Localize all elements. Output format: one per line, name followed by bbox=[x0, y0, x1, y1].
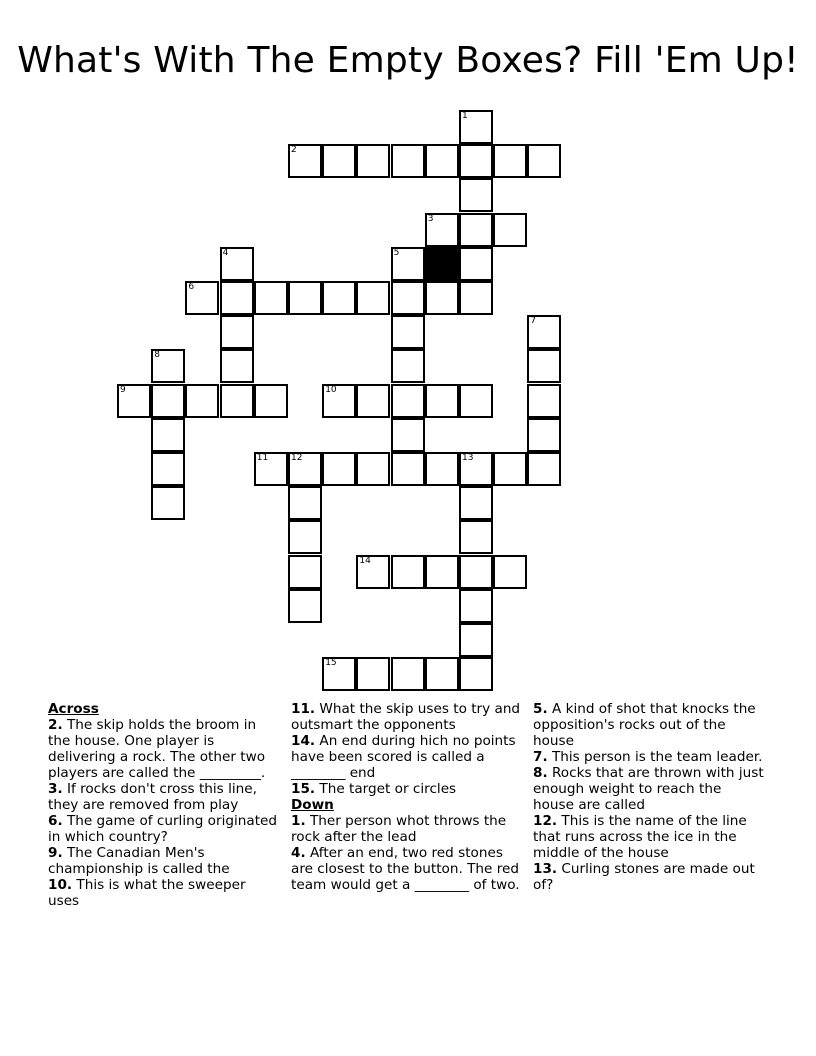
grid-cell[interactable] bbox=[459, 281, 493, 315]
grid-cell[interactable] bbox=[391, 418, 425, 452]
clue-across-10: 10. This is what the sweeper uses bbox=[48, 877, 246, 909]
clue-number: 8 bbox=[154, 350, 160, 361]
clue-down-4: 4. After an end, two red stones are closest to the button. The red team would get a ________ of two. bbox=[291, 845, 520, 893]
grid-cell[interactable] bbox=[425, 144, 459, 178]
grid-cell[interactable] bbox=[185, 384, 219, 418]
clue-number: 6 bbox=[188, 282, 195, 292]
clue-number: 11 bbox=[256, 453, 269, 463]
clues-column-1 bbox=[48, 701, 280, 909]
clue-number: 5 bbox=[393, 247, 400, 258]
grid-cell[interactable] bbox=[459, 178, 493, 212]
grid-cell[interactable] bbox=[151, 384, 185, 418]
clue-down-12: 12. This is the name of the line that runs across the ice in the middle of the house bbox=[533, 813, 747, 861]
grid-cell[interactable] bbox=[220, 349, 254, 383]
clue-number: 2 bbox=[291, 145, 297, 156]
clue-across-2: 2. The skip holds the broom in the house. One player is delivering a rock. The other two players are called the _________. bbox=[48, 717, 266, 781]
grid-cell[interactable] bbox=[493, 555, 527, 589]
clue-across-6: 6. The game of curling originated in which country? bbox=[48, 813, 278, 845]
grid-cell[interactable] bbox=[356, 384, 390, 418]
clue-across-9: 9. The Canadian Men's championship is called the bbox=[48, 845, 230, 877]
grid-cell[interactable] bbox=[185, 281, 219, 315]
grid-cell[interactable] bbox=[459, 452, 493, 486]
clue-number: 13 bbox=[462, 453, 474, 463]
clues-column-2 bbox=[291, 701, 523, 893]
down-heading: Down bbox=[291, 797, 334, 813]
grid-cell[interactable] bbox=[527, 144, 561, 178]
grid-cell[interactable] bbox=[322, 452, 356, 486]
grid-cell[interactable] bbox=[391, 281, 425, 315]
grid-cell[interactable] bbox=[288, 144, 322, 178]
clue-number: 15 bbox=[325, 658, 337, 669]
grid-cell[interactable] bbox=[288, 589, 322, 623]
grid-cell[interactable] bbox=[425, 384, 459, 418]
black-cell bbox=[425, 247, 459, 281]
clue-down-1: 1. Ther person whot throws the rock after the lead bbox=[291, 813, 507, 845]
grid-cell[interactable] bbox=[288, 555, 322, 589]
grid-cell[interactable] bbox=[254, 384, 288, 418]
grid-cell[interactable] bbox=[151, 486, 185, 520]
grid-cell[interactable] bbox=[493, 213, 527, 247]
clue-across-15: 15. The target or circles bbox=[291, 781, 457, 797]
clue-number: 7 bbox=[530, 316, 537, 327]
grid-cell[interactable] bbox=[527, 452, 561, 486]
grid-cell[interactable] bbox=[391, 349, 425, 383]
grid-cell[interactable] bbox=[459, 247, 493, 281]
grid-cell[interactable] bbox=[425, 281, 459, 315]
grid-cell[interactable] bbox=[527, 349, 561, 383]
grid-cell[interactable] bbox=[288, 281, 322, 315]
clue-number: 12 bbox=[291, 453, 303, 463]
grid-cell[interactable] bbox=[288, 486, 322, 520]
grid-cell[interactable] bbox=[459, 384, 493, 418]
clue-down-5: 5. A kind of shot that knocks the opposition's rocks out of the house bbox=[533, 701, 756, 749]
grid-cell[interactable] bbox=[459, 589, 493, 623]
clue-down-13: 13. Curling stones are made out of? bbox=[533, 861, 755, 893]
grid-cell[interactable] bbox=[459, 657, 493, 691]
grid-cell[interactable] bbox=[459, 110, 493, 144]
grid-cell[interactable] bbox=[459, 623, 493, 657]
grid-cell[interactable] bbox=[322, 657, 356, 691]
grid-cell[interactable] bbox=[527, 418, 561, 452]
grid-cell[interactable] bbox=[220, 384, 254, 418]
grid-cell[interactable] bbox=[356, 452, 390, 486]
clue-number: 10 bbox=[325, 384, 337, 395]
grid-cell[interactable] bbox=[288, 452, 322, 486]
grid-cell[interactable] bbox=[493, 144, 527, 178]
grid-cell[interactable] bbox=[459, 144, 493, 178]
clue-number: 3 bbox=[427, 213, 434, 224]
grid-cell[interactable] bbox=[356, 555, 390, 589]
grid-cell[interactable] bbox=[391, 247, 425, 281]
grid-cell[interactable] bbox=[356, 281, 390, 315]
grid-cell[interactable] bbox=[459, 520, 493, 554]
clue-down-7: 7. This person is the team leader. bbox=[533, 749, 763, 765]
clue-across-3: 3. If rocks don't cross this line, they are removed from play bbox=[48, 781, 257, 813]
grid-cell[interactable] bbox=[151, 349, 185, 383]
grid-cell[interactable] bbox=[322, 384, 356, 418]
clues-column-3 bbox=[533, 701, 765, 893]
across-heading: Across bbox=[48, 701, 99, 717]
clue-across-14: 14. An end during hich no points have been scored is called a ________ end bbox=[291, 733, 516, 781]
grid-cell[interactable] bbox=[322, 281, 356, 315]
grid-cell[interactable] bbox=[220, 315, 254, 349]
grid-cell[interactable] bbox=[391, 657, 425, 691]
clue-number: 4 bbox=[222, 247, 229, 258]
clue-number: 14 bbox=[359, 555, 371, 566]
grid-cell[interactable] bbox=[459, 555, 493, 589]
clue-number: 1 bbox=[462, 111, 468, 121]
grid-cell[interactable] bbox=[459, 213, 493, 247]
grid-cell[interactable] bbox=[356, 144, 390, 178]
grid-cell[interactable] bbox=[425, 555, 459, 589]
grid-cell[interactable] bbox=[527, 384, 561, 418]
grid-cell[interactable] bbox=[220, 281, 254, 315]
grid-cell[interactable] bbox=[151, 418, 185, 452]
grid-cell[interactable] bbox=[391, 315, 425, 349]
clue-across-11: 11. What the skip uses to try and outsmart the opponents bbox=[291, 701, 521, 733]
clue-down-8: 8. Rocks that are thrown with just enough weight to reach the house are called bbox=[533, 765, 764, 813]
grid-cell[interactable] bbox=[220, 247, 254, 281]
grid-cell[interactable] bbox=[527, 315, 561, 349]
grid-cell[interactable] bbox=[459, 486, 493, 520]
grid-cell[interactable] bbox=[391, 452, 425, 486]
grid-cell[interactable] bbox=[288, 520, 322, 554]
grid-cell[interactable] bbox=[425, 657, 459, 691]
grid-cell[interactable] bbox=[391, 144, 425, 178]
grid-cell[interactable] bbox=[391, 555, 425, 589]
puzzle-title: What's With The Empty Boxes? Fill 'Em Up! bbox=[17, 40, 799, 81]
grid-cell[interactable] bbox=[425, 213, 459, 247]
grid-cell[interactable] bbox=[117, 384, 151, 418]
grid-cell[interactable] bbox=[425, 452, 459, 486]
grid-cell[interactable] bbox=[391, 384, 425, 418]
grid-cell[interactable] bbox=[254, 281, 288, 315]
grid-cell[interactable] bbox=[254, 452, 288, 486]
grid-cell[interactable] bbox=[356, 657, 390, 691]
grid-cell[interactable] bbox=[151, 452, 185, 486]
grid-cell[interactable] bbox=[322, 144, 356, 178]
clue-number: 9 bbox=[120, 384, 126, 395]
grid-cell[interactable] bbox=[493, 452, 527, 486]
